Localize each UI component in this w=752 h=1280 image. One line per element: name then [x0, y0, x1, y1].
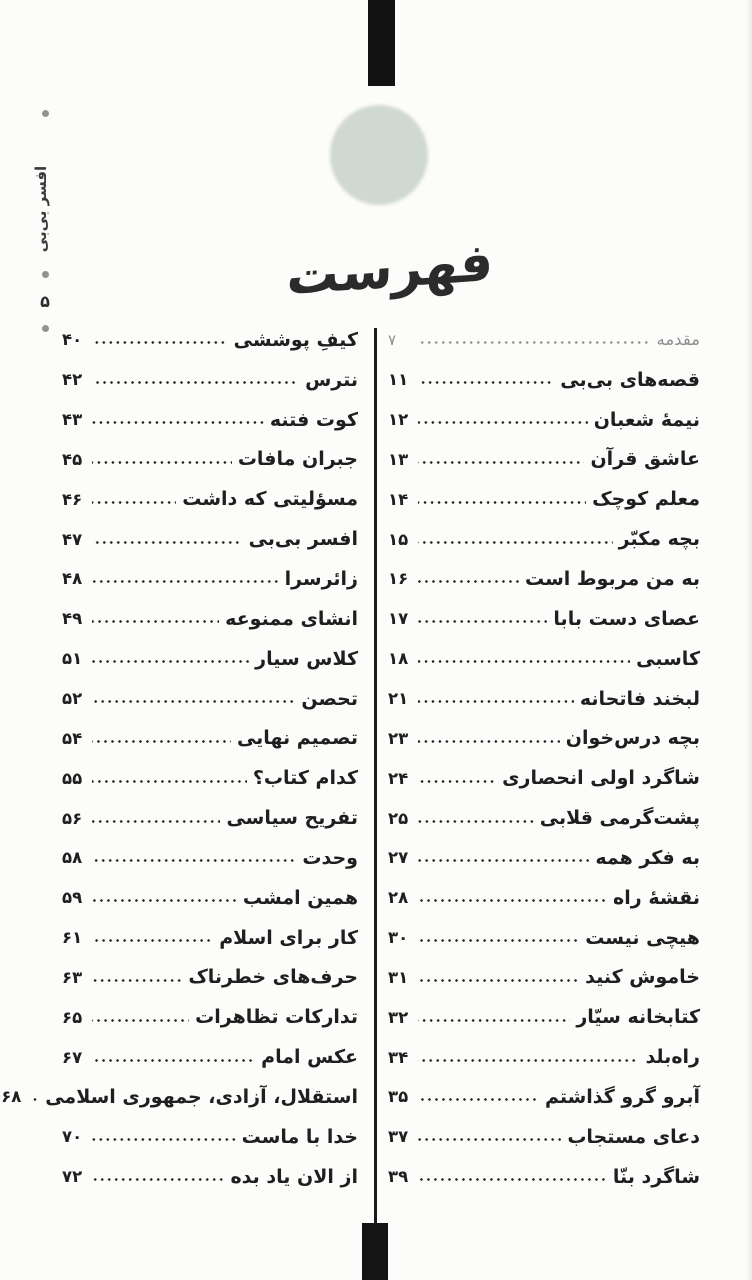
toc-entry-page: ۵۲ — [62, 689, 83, 709]
toc-entry-title: انشای ممنوعه — [225, 607, 358, 630]
toc-entry-page: ۵۱ — [62, 649, 83, 669]
toc-entry-page: ۲۵ — [388, 808, 409, 828]
toc-entry — [388, 997, 700, 1037]
toc-entry-page: ۴۳ — [62, 410, 83, 430]
toc-entry-page: ۶۳ — [62, 967, 83, 987]
dot-leader — [418, 1018, 570, 1023]
toc-entry-page: ۱۱ — [388, 370, 409, 390]
dot-leader — [92, 858, 296, 863]
toc-entry — [388, 440, 700, 480]
toc-column-first — [388, 320, 700, 1197]
dot-leader — [92, 340, 228, 345]
toc-entry-title: هیچی نیست — [585, 926, 700, 949]
toc-entry — [388, 878, 700, 918]
toc-entry — [62, 758, 358, 798]
toc-entry-page: ۶۸ — [1, 1087, 22, 1107]
toc-entry-title: پشت‌گرمی قلابی — [539, 807, 700, 830]
toc-entry-title: کوت فتنه — [269, 408, 358, 431]
toc-entry-title: افسر بی‌بی — [248, 528, 358, 551]
toc-entry — [62, 559, 358, 599]
column-divider-line — [374, 328, 377, 1224]
dot-leader — [418, 739, 560, 744]
toc-entry-title: از الان یاد بده — [230, 1165, 358, 1188]
toc-entry-title: دعای مستجاب — [567, 1125, 700, 1148]
dot-leader — [418, 340, 650, 345]
toc-entry-page: ۶۷ — [62, 1047, 83, 1067]
toc-entry-title: حرف‌های خطرناک — [188, 966, 358, 989]
toc-entry-title: عاشق قرآن — [590, 448, 700, 471]
toc-entry — [62, 798, 358, 838]
toc-entry-title: کاسبی — [636, 647, 700, 670]
dot-leader — [31, 1097, 39, 1102]
toc-entry-page: ۴۲ — [62, 370, 83, 390]
dot-leader — [418, 540, 613, 545]
toc-entry-page: ۳۲ — [388, 1007, 409, 1027]
dot-leader — [418, 699, 574, 704]
dot-leader — [92, 420, 264, 425]
dot-leader — [92, 898, 237, 903]
toc-entry-title: تفریح سیاسی — [226, 807, 358, 830]
toc-entry-title: لبخند فاتحانه — [579, 687, 700, 710]
dot-leader — [92, 579, 279, 584]
dot-leader — [418, 779, 496, 784]
toc-entry-page: ۳۴ — [388, 1047, 409, 1067]
toc-entry-title: نقشهٔ راه — [613, 886, 700, 909]
toc-entry — [388, 320, 700, 360]
dot-leader — [418, 579, 519, 584]
toc-entry-title: کار برای اسلام — [219, 926, 358, 949]
dot-leader — [418, 978, 579, 983]
toc-entry-page: ۵۶ — [62, 808, 83, 828]
toc-entry-page: ۳۹ — [388, 1167, 409, 1187]
dot-leader — [92, 819, 220, 824]
toc-entry-page: ۴۹ — [62, 609, 83, 629]
toc-entry — [62, 1037, 358, 1077]
dot-leader — [418, 460, 584, 465]
toc-entry-page: ۳۵ — [388, 1087, 409, 1107]
toc-entry — [388, 1157, 700, 1197]
toc-entry-title: نترس — [305, 368, 358, 391]
toc-entry-title: خدا با ماست — [241, 1125, 358, 1148]
toc-entry-page: ۱۳ — [388, 449, 409, 469]
toc-entry-page: ۵۸ — [62, 848, 83, 868]
toc-entry-title: راه‌بلد — [645, 1046, 700, 1069]
toc-entry — [62, 918, 358, 958]
toc-entry — [1, 1077, 358, 1117]
dot-leader — [92, 460, 232, 465]
toc-entry-page: ۳۱ — [388, 967, 409, 987]
toc-entry — [388, 599, 700, 639]
dot-leader — [92, 380, 299, 385]
toc-entry — [388, 1037, 700, 1077]
toc-entry-title: جبران مافات — [237, 448, 358, 471]
toc-entry — [388, 559, 700, 599]
toc-entry-title: عصای دست بابا — [553, 607, 700, 630]
faded-stamp-circle — [330, 105, 428, 205]
toc-entry-page: ۲۳ — [388, 728, 409, 748]
toc-entry-page: ۴۰ — [62, 330, 83, 350]
dot-leader — [418, 858, 589, 863]
toc-entry-title: شاگرد اولی انحصاری — [502, 767, 700, 790]
toc-entry-title: نیمهٔ شعبان — [593, 408, 700, 431]
dot-leader — [92, 1137, 236, 1142]
toc-entry-page: ۳۷ — [388, 1127, 409, 1147]
toc-entry — [388, 479, 700, 519]
dot-leader — [418, 1097, 539, 1102]
dot-leader — [418, 500, 586, 505]
toc-entry-title: کدام کتاب؟ — [252, 767, 358, 790]
toc-entry-title: بچه مکبّر — [618, 528, 700, 551]
toc-entry — [62, 320, 358, 360]
dot-leader — [418, 1177, 607, 1182]
toc-entry-page: ۲۱ — [388, 689, 409, 709]
toc-entry-title: شاگرد بنّا — [612, 1165, 700, 1188]
toc-entry — [62, 838, 358, 878]
toc-entry — [388, 918, 700, 958]
toc-entry-page: ۷۲ — [62, 1167, 83, 1187]
toc-entry — [62, 599, 358, 639]
bookmark-ribbon-top — [368, 0, 395, 86]
toc-entry — [62, 958, 358, 998]
toc-entry-page: ۴۵ — [62, 449, 83, 469]
toc-entry-title: به فکر همه — [595, 846, 700, 869]
toc-entry — [62, 997, 358, 1037]
dot-leader — [92, 779, 247, 784]
margin-book-title: افسر بی‌بی — [32, 165, 50, 253]
toc-entry-title: به من مربوط است — [524, 567, 700, 590]
toc-entry — [388, 360, 700, 400]
toc-entry — [62, 1157, 358, 1197]
dot-leader — [418, 619, 547, 624]
dot-leader — [92, 1177, 224, 1182]
toc-entry-page: ۶۵ — [62, 1007, 83, 1027]
page-edge-shadow — [746, 0, 752, 1280]
toc-entry — [62, 639, 358, 679]
toc-entry-page: ۱۲ — [388, 410, 409, 430]
toc-entry — [388, 838, 700, 878]
toc-entry — [62, 360, 358, 400]
toc-entry-page: ۴۸ — [62, 569, 83, 589]
toc-entry — [388, 400, 700, 440]
toc-entry-page: ۲۴ — [388, 768, 409, 788]
toc-entry-page: ۵۵ — [62, 768, 83, 788]
dot-leader — [418, 380, 554, 385]
toc-entry — [388, 519, 700, 559]
dot-leader — [418, 1137, 561, 1142]
toc-entry-title: خاموش کنید — [585, 966, 700, 989]
toc-entry — [62, 718, 358, 758]
toc-entry-page: ۴۷ — [62, 529, 83, 549]
toc-entry-title: آبرو گرو گذاشتم — [544, 1085, 700, 1108]
toc-entry-page: ۶۱ — [62, 928, 83, 948]
dot-leader — [92, 699, 295, 704]
dot-leader — [92, 978, 182, 983]
toc-entry-title: عکس امام — [261, 1046, 358, 1069]
toc-entry — [62, 878, 358, 918]
dot-leader — [418, 898, 607, 903]
dot-leader — [418, 819, 534, 824]
toc-entry-title: قصه‌های بی‌بی — [560, 368, 700, 391]
margin-bullet-icon — [42, 271, 49, 278]
toc-entry-title: کتابخانه سیّار — [576, 1006, 700, 1029]
toc-entry — [388, 958, 700, 998]
toc-entry-page: ۱۶ — [388, 569, 409, 589]
toc-entry-title: کیفِ پوششی — [233, 328, 358, 351]
margin-page-number: ۵ — [40, 292, 50, 311]
toc-entry — [388, 758, 700, 798]
toc-entry-page: ۱۵ — [388, 529, 409, 549]
dot-leader — [418, 420, 588, 425]
toc-entry-page: ۱۴ — [388, 489, 409, 509]
toc-entry — [62, 440, 358, 480]
toc-entry-page: ۴۶ — [62, 489, 83, 509]
dot-leader — [92, 619, 219, 624]
toc-entry — [62, 679, 358, 719]
dot-leader — [92, 739, 231, 744]
toc-entry-page: ۷ — [388, 330, 397, 349]
toc-column-second — [1, 320, 358, 1197]
toc-entry-title: وحدت — [302, 846, 358, 869]
dot-leader — [418, 659, 630, 664]
margin-bullet-icon — [42, 110, 49, 117]
toc-entry-title: همین امشب — [242, 886, 358, 909]
toc-entry — [388, 798, 700, 838]
toc-entry-title: بچه درس‌خوان — [565, 727, 700, 750]
toc-entry — [388, 1077, 700, 1117]
bookmark-block-bottom — [362, 1223, 388, 1280]
toc-entry-title: کلاس سیار — [255, 647, 358, 670]
toc-entry — [388, 639, 700, 679]
toc-entry — [62, 519, 358, 559]
toc-entry — [62, 1117, 358, 1157]
toc-entry-page: ۵۴ — [62, 728, 83, 748]
toc-entry-title: مسؤلیتی که داشت — [182, 488, 358, 511]
toc-entry — [388, 679, 700, 719]
dot-leader — [92, 659, 249, 664]
toc-entry-title: تدارکات تظاهرات — [195, 1006, 358, 1029]
dot-leader — [92, 1058, 255, 1063]
toc-entry-title: استقلال، آزادی، جمهوری اسلامی — [45, 1085, 358, 1108]
dot-leader — [418, 938, 579, 943]
dot-leader — [92, 500, 176, 505]
toc-entry-page: ۷۰ — [62, 1127, 83, 1147]
page-title: فهرست — [285, 232, 495, 308]
toc-entry-title: معلم کوچک — [592, 488, 700, 511]
toc-entry-page: ۲۷ — [388, 848, 409, 868]
toc-entry-title: مقدمه — [656, 330, 700, 350]
toc-entry — [62, 479, 358, 519]
toc-entry-page: ۳۰ — [388, 928, 409, 948]
toc-entry-title: تصمیم نهایی — [236, 727, 358, 750]
dot-leader — [92, 540, 243, 545]
dot-leader — [92, 938, 213, 943]
toc-entry-page: ۲۸ — [388, 888, 409, 908]
dot-leader — [92, 1018, 189, 1023]
toc-entry — [388, 718, 700, 758]
margin-bullet-icon — [42, 325, 49, 332]
dot-leader — [418, 1058, 639, 1063]
toc-entry-page: ۵۹ — [62, 888, 83, 908]
toc-entry-title: زائرسرا — [284, 567, 358, 590]
toc-entry — [62, 400, 358, 440]
toc-entry — [388, 1117, 700, 1157]
toc-entry-page: ۱۸ — [388, 649, 409, 669]
toc-entry-title: تحصن — [301, 687, 358, 710]
toc-entry-page: ۱۷ — [388, 609, 409, 629]
